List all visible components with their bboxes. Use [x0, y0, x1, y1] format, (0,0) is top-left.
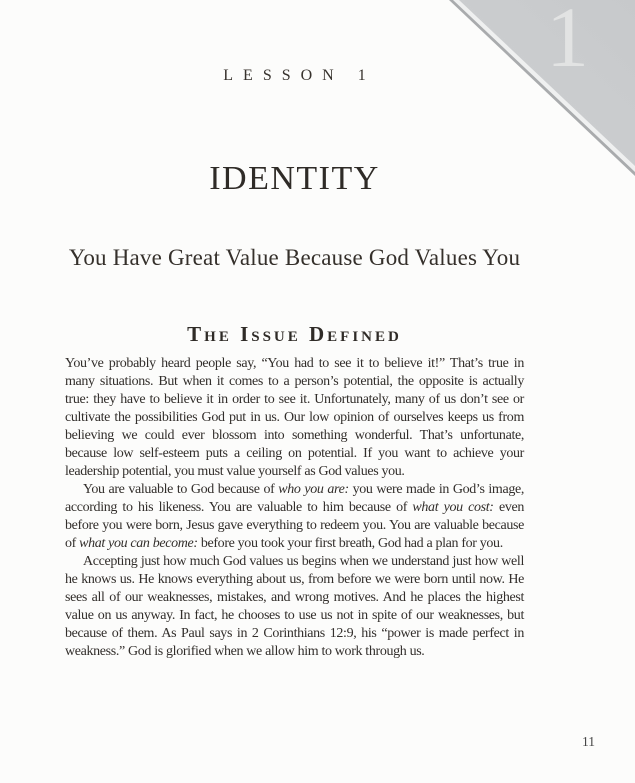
paragraph [65, 553, 524, 661]
section-heading: The Issue Defined [187, 322, 402, 346]
paragraph [65, 481, 524, 553]
chapter-number: 1 [546, 0, 589, 85]
text-run: Accepting just how much God values us begins when we understand just how well he knows us. He knows everything about us, from before we were born until now. He sees all of our weaknesses, mistakes, and wrong motives. And he places the highest value on us anyway. In fact, he chooses to use us not in spite of our weaknesses, but because of them. As Paul says in 2 Corinthians 12:9, his “power is made perfect in weakness.” God is glorified when we allow him to work through us. [65, 554, 524, 659]
text-run: You’ve probably heard people say, “You had to see it to believe it!” That’s true in many situations. But when it comes to a person’s potential, the opposite is actually true: they have to believe it in order to see it. Unfortunately, many of us don’t see or cultivate the possibilities God put in us. Our low opinion of ourselves keeps us from believing we could ever blossom into something wonderful. That’s unfortunate, because low self-esteem puts a ceiling on potential. If you want to achieve your leadership potential, you must value yourself as God values you. [65, 356, 524, 479]
lesson-label: LESSON 1 [223, 67, 376, 84]
chapter-corner-triangle [440, 0, 635, 180]
chapter-title: IDENTITY [209, 160, 380, 197]
chapter-subtitle: You Have Great Value Because God Values You [68, 245, 521, 270]
text-run: You are valuable to God because of [83, 482, 279, 497]
text-run: before you took your first breath, God had a plan for you. [197, 536, 503, 551]
body-text [65, 355, 524, 661]
italic-phrase: who you are: [278, 482, 349, 497]
text-run: even before you were born, Jesus gave everything to redeem you. You are valuable because of [65, 500, 524, 551]
page-number: 11 [582, 734, 595, 749]
italic-phrase: what you cost: [412, 500, 494, 515]
paragraph [65, 355, 524, 481]
text-run: you were made in God’s image, according to his likeness. You are valuable to him because of [65, 482, 524, 515]
italic-phrase: what you can become: [79, 536, 198, 551]
